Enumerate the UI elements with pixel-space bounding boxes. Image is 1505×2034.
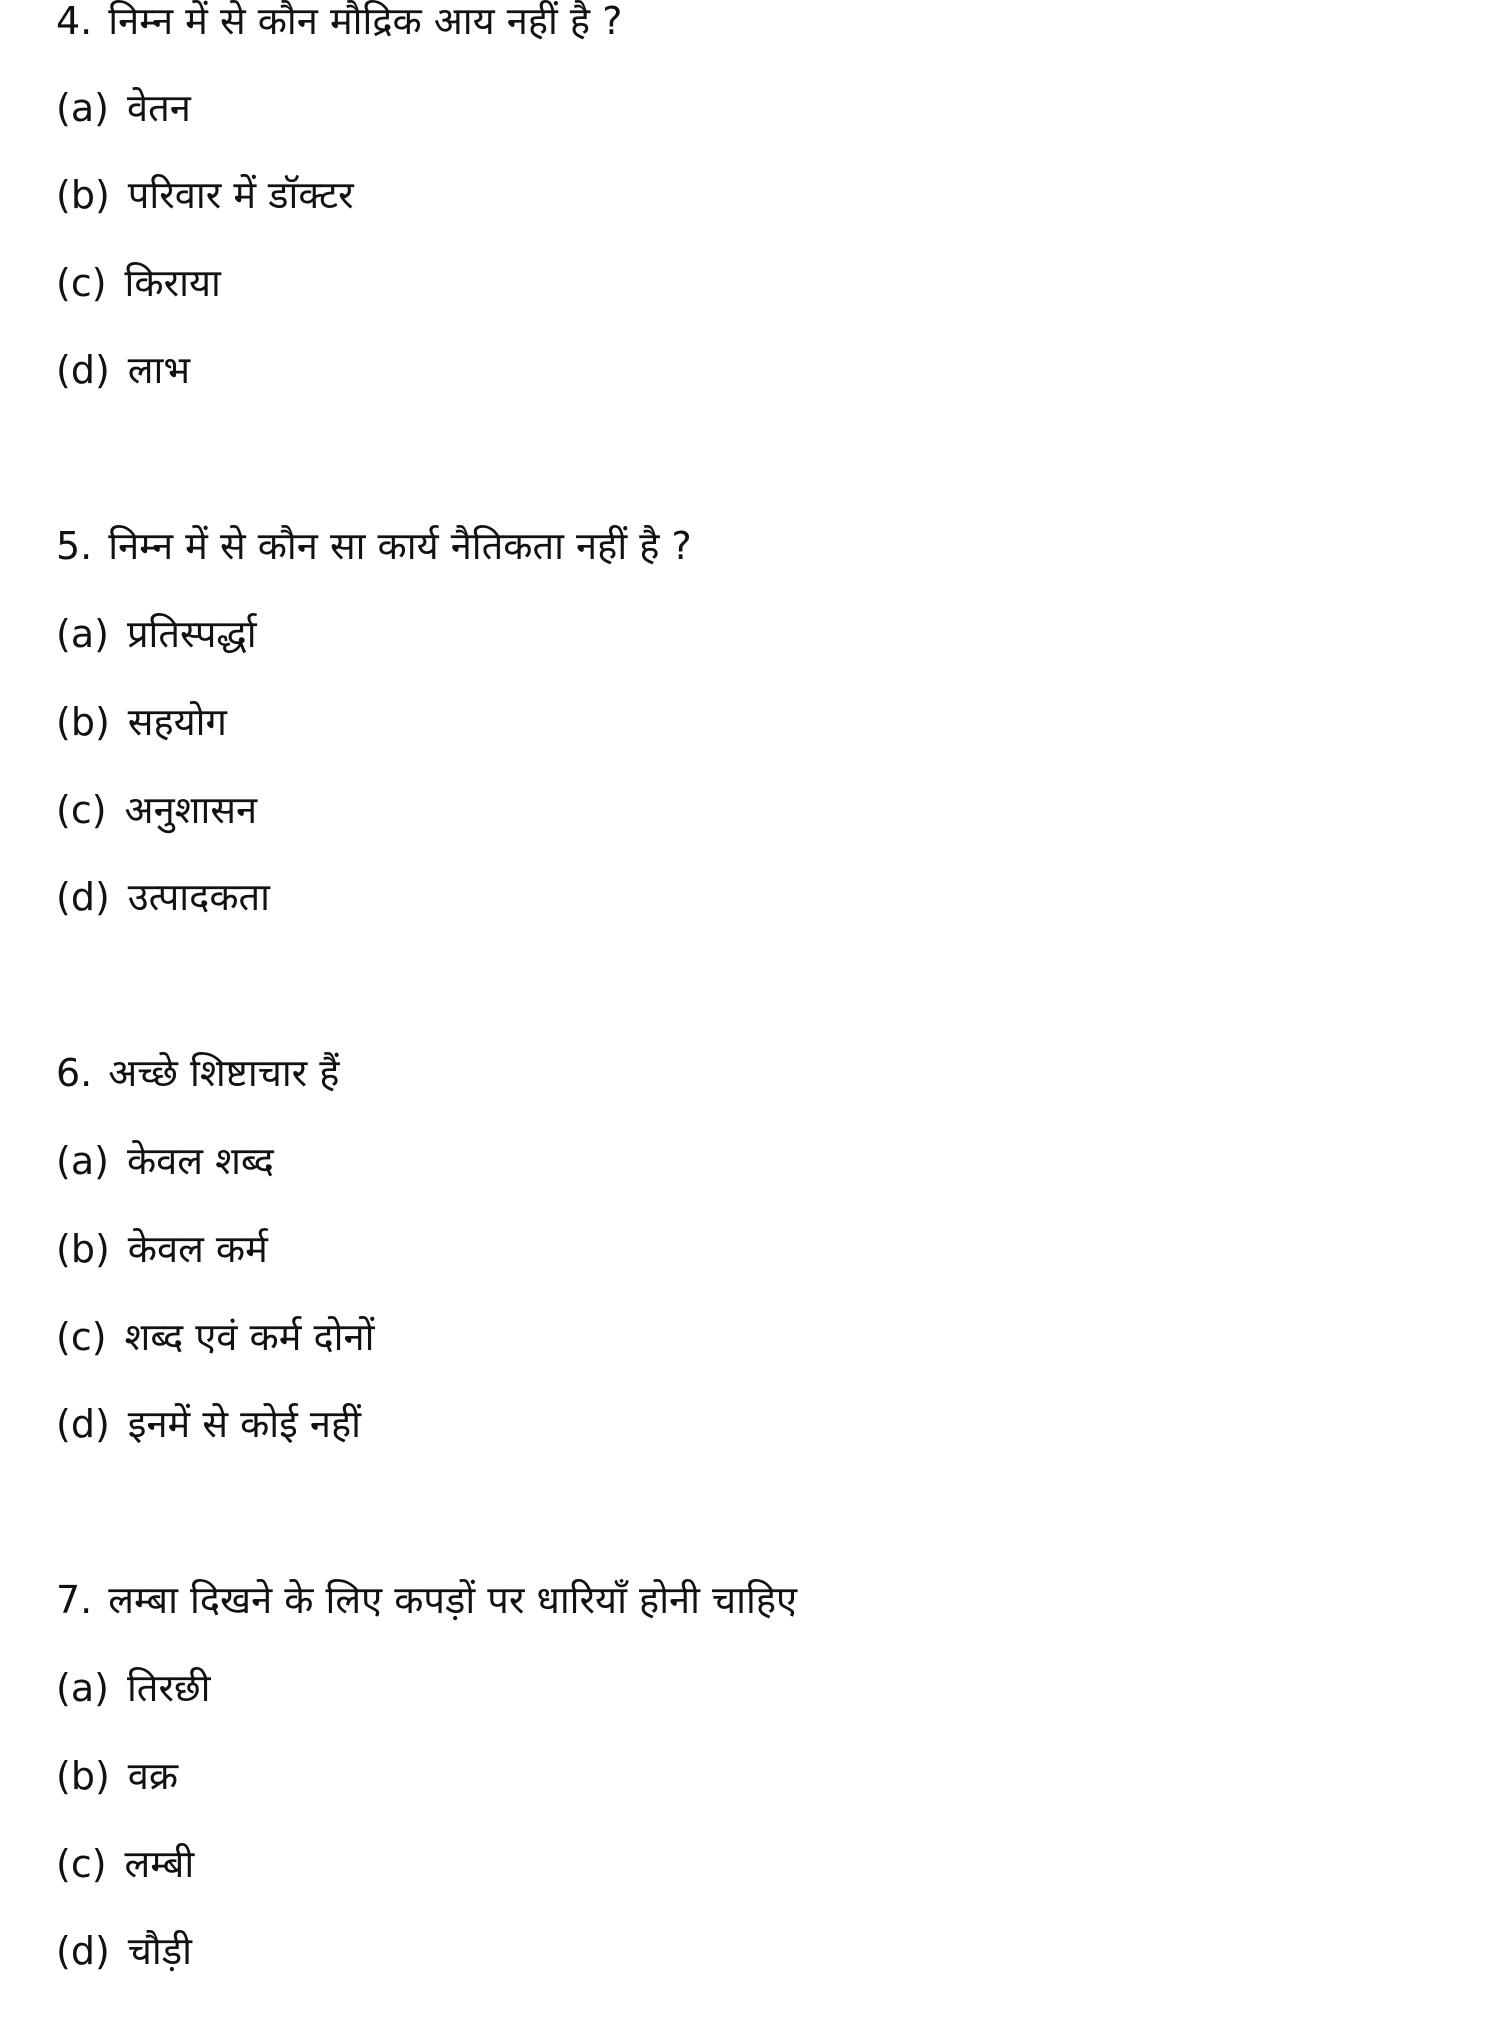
option-label: (a) [56, 612, 109, 656]
question-7-option-c [56, 1842, 195, 1886]
option-label: (b) [56, 1754, 110, 1798]
question-number: 5. [56, 524, 93, 568]
option-label: (b) [56, 1227, 110, 1271]
option-label: (c) [56, 1842, 107, 1886]
question-number: 6. [56, 1051, 93, 1095]
option-label: (a) [56, 86, 109, 130]
option-text: इनमें से कोई नहीं [127, 1402, 361, 1446]
option-text: किराया [124, 261, 221, 305]
option-text: शब्द एवं कर्म दोनों [124, 1315, 375, 1359]
question-5-option-b [56, 700, 227, 744]
question-4 [56, 0, 623, 43]
option-text: चौड़ी [127, 1929, 192, 1973]
option-label: (b) [56, 173, 110, 217]
option-text: प्रतिस्पर्द्धा [126, 612, 257, 656]
option-text: सहयोग [127, 700, 227, 744]
option-text: लम्बी [124, 1842, 195, 1886]
question-7 [56, 1578, 798, 1622]
option-label: (c) [56, 788, 107, 832]
question-4-option-c [56, 261, 221, 305]
question-6-option-c [56, 1315, 375, 1359]
question-number: 4. [56, 0, 93, 43]
option-text: परिवार में डॉक्टर [127, 173, 354, 217]
option-text: वक्र [127, 1754, 179, 1798]
question-text: निम्न में से कौन मौद्रिक आय नहीं है ? [108, 0, 623, 43]
question-6 [56, 1051, 340, 1095]
question-4-option-a [56, 86, 191, 130]
question-5 [56, 524, 692, 568]
question-number: 7. [56, 1578, 93, 1622]
option-text: केवल शब्द [126, 1139, 274, 1183]
option-label: (a) [56, 1666, 109, 1710]
question-6-option-d [56, 1402, 361, 1446]
question-6-option-a [56, 1139, 274, 1183]
option-label: (a) [56, 1139, 109, 1183]
question-7-option-d [56, 1929, 192, 1973]
question-7-option-b [56, 1754, 179, 1798]
option-label: (c) [56, 261, 107, 305]
option-text: लाभ [127, 348, 191, 392]
option-label: (d) [56, 875, 110, 919]
option-label: (b) [56, 700, 110, 744]
question-text: लम्बा दिखने के लिए कपड़ों पर धारियाँ होनी चाहिए [108, 1578, 798, 1622]
question-5-option-a [56, 612, 257, 656]
question-6-option-b [56, 1227, 268, 1271]
question-4-option-d [56, 348, 191, 392]
option-label: (c) [56, 1315, 107, 1359]
option-text: केवल कर्म [127, 1227, 268, 1271]
option-text: उत्पादकता [127, 875, 271, 919]
option-text: वेतन [126, 86, 191, 130]
question-text: निम्न में से कौन सा कार्य नैतिकता नहीं है ? [108, 524, 692, 568]
question-7-option-a [56, 1666, 211, 1710]
question-5-option-d [56, 875, 271, 919]
question-text: अच्छे शिष्टाचार हैं [108, 1051, 340, 1095]
question-5-option-c [56, 788, 258, 832]
option-label: (d) [56, 348, 110, 392]
option-text: तिरछी [126, 1666, 211, 1710]
question-4-option-b [56, 173, 354, 217]
option-label: (d) [56, 1402, 110, 1446]
option-label: (d) [56, 1929, 110, 1973]
option-text: अनुशासन [124, 788, 258, 832]
